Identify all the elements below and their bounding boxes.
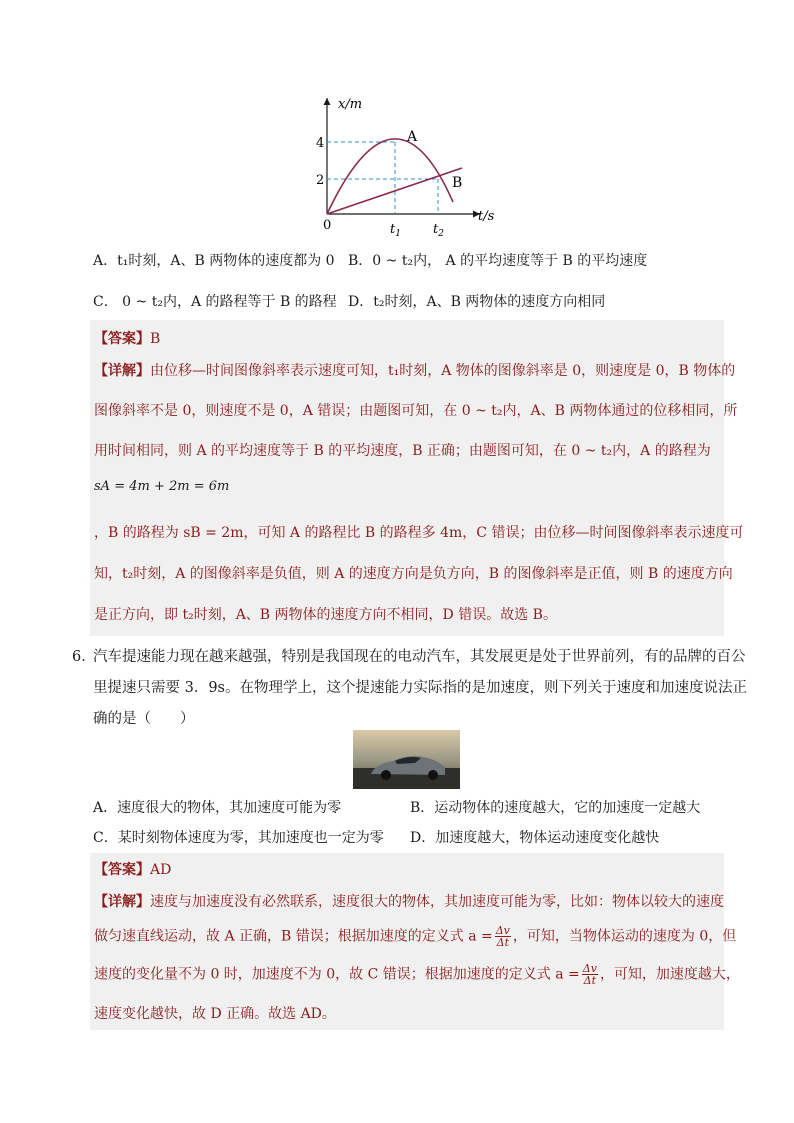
answer-label: 【答案】: [94, 331, 150, 347]
detail-text: 速度与加速度没有必然联系，速度很大的物体，其加速度可能为零，比如：物体以较大的速度: [150, 894, 724, 910]
xt-graph: [310, 92, 510, 242]
q6-detail-line-3: [94, 963, 740, 986]
q6-answer-line: [94, 859, 171, 879]
detail-text: 做匀速直线运动，故 A 正确，B 错误；根据加速度的定义式 a =: [94, 928, 493, 945]
q5-detail-line-1: [94, 360, 735, 380]
q6-number: 6．: [72, 649, 96, 665]
y-tick-4: 4: [316, 136, 325, 151]
q5-detail-line-3: 用时间相同，则 A 的平均速度等于 B 的平均速度，B 正确；由题图可知，在 0 ~ t₂内，A 的路程为: [94, 443, 711, 459]
x-tick-t1: $t_1$: [390, 222, 401, 239]
q6-option-c: C．某时刻物体速度为零，其加速度也一定为零: [93, 830, 384, 846]
line-b-label: B: [452, 175, 463, 191]
detail-text: 由位移—时间图像斜率表示速度可知，t₁时刻，A 物体的图像斜率是 0，则速度是 0，B 物体的: [150, 363, 736, 379]
q6-option-d: D．加速度越大，物体运动速度变化越快: [410, 830, 660, 846]
detail-text: ，可知，当物体运动的速度为 0，但: [512, 928, 737, 945]
detail-text: 速度的变化量不为 0 时，加速度不为 0，故 C 错误；根据加速度的定义式 a =: [94, 966, 580, 983]
answer-value: B: [150, 331, 161, 347]
detail-label: 【详解】: [94, 363, 150, 379]
q5-detail-line-2: 图像斜率不是 0，则速度不是 0，A 错误；由题图可知，在 0 ~ t₂内，A、B 两物体通过的位移相同，所: [94, 403, 738, 419]
q5-option-a: A．t₁时刻，A、B 两物体的速度都为 0: [93, 253, 335, 269]
detail-label: 【详解】: [94, 894, 150, 910]
q5-detail-line-5: ，B 的路程为 sB = 2m，可知 A 的路程比 B 的路程多 4m，C 错误；由位移—时间图像斜率表示速度可: [94, 525, 744, 541]
y-axis-label: x/m: [338, 97, 363, 112]
frac-denominator: Δt: [583, 974, 597, 987]
curve-a: [327, 139, 453, 214]
q6-stem-line-1: 汽车提速能力现在越来越强，特别是我国现在的电动汽车，其发展更是处于世界前列，有的品牌的百公: [93, 649, 746, 665]
q5-detail-formula: sA = 4m + 2m = 6m: [94, 479, 230, 494]
x-tick-t2: $t_2$: [433, 222, 444, 239]
frac-numerator: Δv: [495, 924, 510, 937]
q5-detail-line-7: 是正方向，即 t₂时刻，A、B 两物体的速度方向不相同，D 错误。故选 B。: [94, 607, 557, 623]
q6-detail-line-4: 速度变化越快，故 D 正确。故选 AD。: [94, 1006, 336, 1022]
q6-stem-line-3: 确的是（ ）: [93, 711, 195, 727]
q5-option-c: C． 0 ~ t₂内，A 的路程等于 B 的路程: [93, 294, 337, 310]
answer-value: AD: [150, 862, 172, 878]
frac-numerator: Δv: [582, 962, 597, 975]
detail-text: ，可知，加速度越大，: [599, 966, 740, 983]
answer-label: 【答案】: [94, 862, 150, 878]
car-photo: [353, 730, 460, 789]
q6-option-a: A．速度很大的物体，其加速度可能为零: [93, 800, 342, 816]
q6-answer-box: [90, 853, 740, 1030]
origin-label: 0: [323, 218, 332, 233]
q5-detail-line-6: 知，t₂时刻，A 的图像斜率是负值，则 A 的速度方向是负方向，B 的图像斜率是正值，则 B 的速度方向: [94, 566, 733, 582]
frac-denominator: Δt: [496, 936, 509, 949]
curve-a-label: A: [407, 129, 418, 145]
q6-detail-line-1: [94, 891, 724, 911]
q5-answer-box: [90, 320, 744, 636]
q5-option-b: B．0 ~ t₂内， A 的平均速度等于 B 的平均速度: [348, 253, 648, 269]
q6-option-b: B．运动物体的速度越大，它的加速度一定越大: [410, 800, 701, 816]
fraction-dv-dt: [582, 963, 598, 986]
q6-stem-line-2: 里提速只需要 3．9s。在物理学上，这个提速能力实际指的是加速度，则下列关于速度和加速度说法正: [93, 680, 747, 696]
q5-option-d: D．t₂时刻，A、B 两物体的速度方向相同: [348, 294, 606, 310]
q5-answer-line: [94, 328, 160, 348]
x-axis-label: t/s: [478, 209, 495, 224]
q6-detail-line-2: [94, 925, 736, 948]
y-tick-2: 2: [316, 173, 325, 188]
fraction-dv-dt: [495, 925, 511, 948]
